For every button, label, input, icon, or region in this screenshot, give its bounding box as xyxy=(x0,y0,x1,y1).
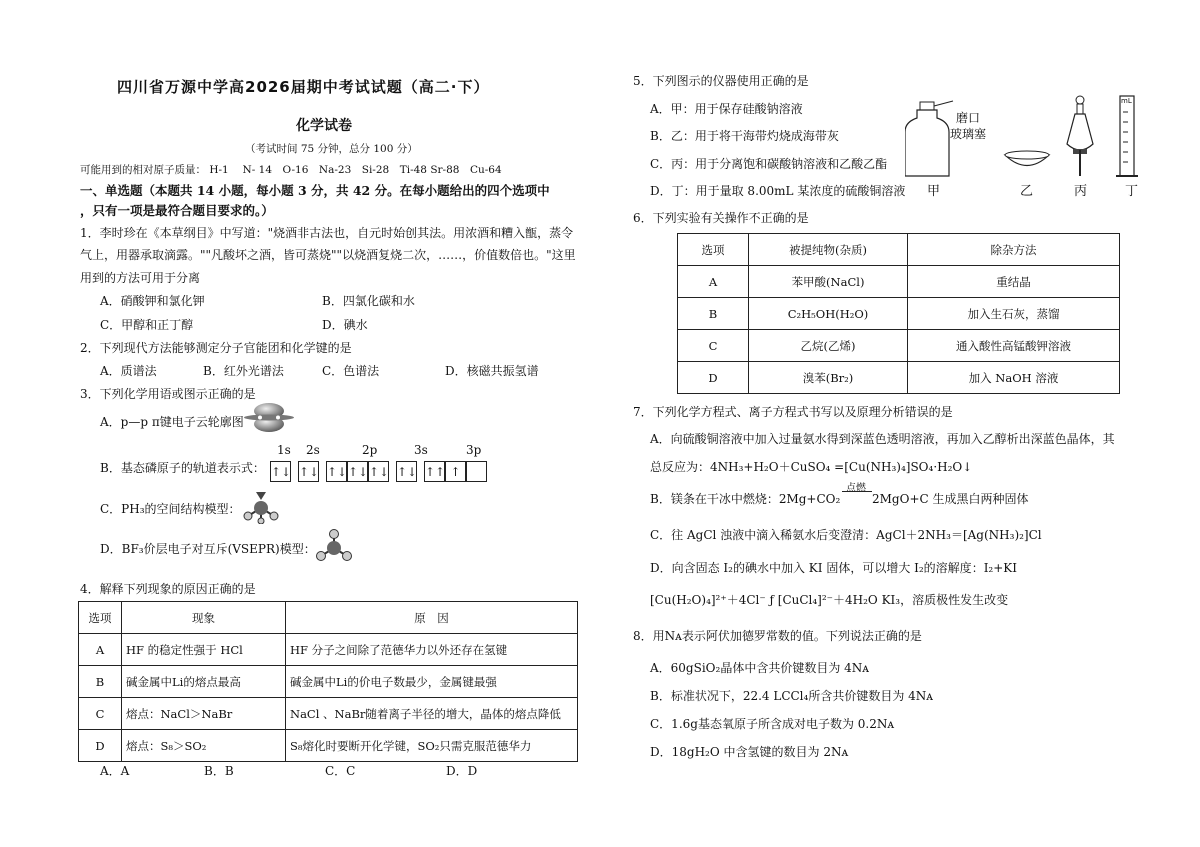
table-cell: 碱金属中Li的价电子数最少，金属键最强 xyxy=(286,666,578,698)
orbital-diagram xyxy=(270,461,487,482)
reaction-condition: 点燃 xyxy=(846,483,866,494)
table-cell: C xyxy=(678,330,749,362)
section-heading-line1: 一、单选题（本题共 14 小题，每小题 3 分，共 42 分。在每小题给出的四个选项中 xyxy=(80,183,550,198)
q7-stem: 7．下列化学方程式、离子方程式书写以及原理分析错误的是 xyxy=(633,405,953,419)
table-row xyxy=(79,698,578,730)
orbital-box xyxy=(466,461,487,482)
table-cell: A xyxy=(79,634,122,666)
q2-stem: 2．下列现代方法能够测定分子官能团和化学键的是 xyxy=(80,341,352,355)
q7-option-b-prefix[interactable]: B．镁条在干冰中燃烧：2Mg+CO₂ xyxy=(650,492,841,506)
q3-option-c[interactable]: C．PH₃的空间结构模型： xyxy=(100,502,241,516)
orbital-label-3s: 3s xyxy=(414,443,428,457)
q4-header-phenomenon: 现象 xyxy=(122,602,286,634)
q7-option-c[interactable]: C．往 AgCl 浊液中滴入稀氨水后变澄清：AgCl＋2NH₃＝[Ag(NH₃)₂]Cl xyxy=(650,528,1042,542)
table-cell: 熔点：S₈＞SO₂ xyxy=(122,730,286,762)
table-row xyxy=(678,266,1120,298)
q2-option-c[interactable]: C．色谱法 xyxy=(322,364,380,378)
table-cell: 加入生石灰，蒸馏 xyxy=(908,298,1120,330)
bf3-vsepr-model-icon xyxy=(313,528,355,564)
graduated-cylinder-icon xyxy=(1116,96,1138,176)
table-row xyxy=(678,298,1120,330)
section-heading-line2: ，只有一项是最符合题目要求的。） xyxy=(80,203,274,218)
apparatus-label-ding: 丁 xyxy=(1125,184,1139,199)
q1-option-b[interactable]: B．四氯化碳和水 xyxy=(322,294,415,308)
q4-header-reason: 原 因 xyxy=(286,602,578,634)
pi-bond-orbital-icon xyxy=(243,402,295,432)
separatory-funnel-icon xyxy=(1067,96,1093,176)
q3-option-b[interactable]: B．基态磷原子的轨道表示式： xyxy=(100,461,265,475)
table-cell: 苯甲酸(NaCl) xyxy=(749,266,908,298)
table-cell: 溴苯(Br₂) xyxy=(749,362,908,394)
q6-table xyxy=(677,233,1120,394)
q3-stem: 3．下列化学用语或图示正确的是 xyxy=(80,387,256,401)
table-cell: 碱金属中Li的熔点最高 xyxy=(122,666,286,698)
q1-stem-line1: 1．李时珍在《本草纲目》中写道："烧酒非古法也，自元时始创其法。用浓酒和糟入甑，蒸令 xyxy=(80,226,574,240)
subject-title: 化学试卷 xyxy=(296,118,352,134)
q2-option-b[interactable]: B．红外光谱法 xyxy=(203,364,284,378)
table-cell: B xyxy=(678,298,749,330)
q3-option-d[interactable]: D．BF₃价层电子对互斥(VSEPR)模型： xyxy=(100,542,316,556)
table-cell: HF 分子之间除了范德华力以外还存在氢键 xyxy=(286,634,578,666)
cylinder-unit-mark: mL xyxy=(1121,97,1132,105)
table-cell: NaCl 、NaBr随着离子半径的增大，晶体的熔点降低 xyxy=(286,698,578,730)
q7-option-d-line2: [Cu(H₂O)₄]²⁺＋4Cl⁻ ƒ [CuCl₄]²⁻＋4H₂O KI₃，溶质极性发生改变 xyxy=(650,593,1009,607)
table-row xyxy=(678,362,1120,394)
q3-option-a[interactable]: A．p—p π键电子云轮廓图 xyxy=(100,415,244,429)
q4-option-b[interactable]: B．B xyxy=(204,764,234,778)
table-cell: C xyxy=(79,698,122,730)
q7-option-a-line2: 总反应为：4NH₃+H₂O＋CuSO₄ =[Cu(NH₃)₄]SO₄·H₂O↓ xyxy=(650,460,973,474)
table-row xyxy=(79,634,578,666)
orbital-label-2s: 2s xyxy=(306,443,320,457)
table-cell: 重结晶 xyxy=(908,266,1120,298)
table-row xyxy=(79,730,578,762)
q6-header-substance: 被提纯物(杂质) xyxy=(749,234,908,266)
apparatus-label-jia: 甲 xyxy=(927,184,941,199)
orbital-label-3p: 3p xyxy=(466,443,482,457)
orbital-box: ↑↑ xyxy=(424,461,445,482)
table-cell: 熔点：NaCl＞NaBr xyxy=(122,698,286,730)
q8-option-a[interactable]: A．60gSiO₂晶体中含共价键数目为 4Nᴀ xyxy=(650,661,870,675)
orbital-box: ↑↓ xyxy=(298,461,319,482)
table-cell: 通入酸性高锰酸钾溶液 xyxy=(908,330,1120,362)
orbital-box: ↑↓ xyxy=(270,461,291,482)
q1-stem-line2: 气上，用器承取滴露。""凡酸坏之酒，皆可蒸烧""以烧酒复烧二次，……，价值数倍也。"这里 xyxy=(80,248,576,262)
apparatus-label-bing: 丙 xyxy=(1074,184,1088,199)
q6-header-method: 除杂方法 xyxy=(908,234,1120,266)
atomic-masses: 可能用到的相对原子质量： H-1 N- 14 O-16 Na-23 Si-28 Ti-48 Sr-88 Cu-64 xyxy=(80,164,502,176)
q4-option-a[interactable]: A．A xyxy=(100,764,130,778)
q8-option-c[interactable]: C．1.6g基态氧原子所含成对电子数为 0.2Nᴀ xyxy=(650,717,895,731)
q5-option-a[interactable]: A．甲：用于保存硅酸钠溶液 xyxy=(650,102,803,116)
table-cell: D xyxy=(678,362,749,394)
q5-stem: 5．下列图示的仪器使用正确的是 xyxy=(633,74,809,88)
table-cell: HF 的稳定性强于 HCl xyxy=(122,634,286,666)
orbital-box: ↑↓ xyxy=(347,461,368,482)
table-cell: 加入 NaOH 溶液 xyxy=(908,362,1120,394)
stopper-label-line1: 磨口 xyxy=(956,111,981,125)
q6-stem: 6．下列实验有关操作不正确的是 xyxy=(633,211,809,225)
q1-option-d[interactable]: D．碘水 xyxy=(322,318,368,332)
table-cell: A xyxy=(678,266,749,298)
q2-option-a[interactable]: A．质谱法 xyxy=(100,364,157,378)
q2-option-d[interactable]: D．核磁共振氢谱 xyxy=(445,364,539,378)
orbital-box: ↑↓ xyxy=(396,461,417,482)
q4-table xyxy=(78,601,578,762)
table-cell: S₈熔化时要断开化学键，SO₂只需克服范德华力 xyxy=(286,730,578,762)
q8-option-b[interactable]: B．标准状况下，22.4 LCCl₄所含共价键数目为 4Nᴀ xyxy=(650,689,934,703)
q8-option-d[interactable]: D．18gH₂O 中含氢键的数目为 2Nᴀ xyxy=(650,745,849,759)
q1-stem-line3: 用到的方法可用于分离 xyxy=(80,271,201,285)
q1-option-a[interactable]: A．硝酸钾和氯化钾 xyxy=(100,294,205,308)
reaction-arrow-line xyxy=(842,491,872,492)
table-cell: B xyxy=(79,666,122,698)
q8-stem: 8．用Nᴀ表示阿伏加德罗常数的值。下列说法正确的是 xyxy=(633,629,922,643)
apparatus-figure xyxy=(905,92,1145,184)
table-cell: C₂H₅OH(H₂O) xyxy=(749,298,908,330)
q4-option-d[interactable]: D．D xyxy=(446,764,478,778)
table-row xyxy=(678,330,1120,362)
reagent-bottle-icon xyxy=(905,101,953,176)
q1-option-c[interactable]: C．甲醇和正丁醇 xyxy=(100,318,194,332)
q7-option-b-suffix: 2MgO+C 生成黑白两种固体 xyxy=(872,492,1029,506)
exam-title: 四川省万源中学高2026届期中考试试题（高二·下） xyxy=(117,78,490,96)
q7-option-a-line1[interactable]: A．向硫酸铜溶液中加入过量氨水得到深蓝色透明溶液，再加入乙醇析出深蓝色晶体，其 xyxy=(650,432,1115,446)
exam-info: （考试时间 75 分钟，总分 100 分） xyxy=(245,143,418,155)
orbital-box: ↑↓ xyxy=(326,461,347,482)
q4-option-c[interactable]: C．C xyxy=(325,764,356,778)
q5-option-d[interactable]: D．丁：用于量取 8.00mL 某浓度的硫酸铜溶液 xyxy=(650,184,906,198)
ph3-model-icon xyxy=(240,488,282,524)
orbital-box: ↑ xyxy=(445,461,466,482)
table-row xyxy=(79,666,578,698)
table-cell: D xyxy=(79,730,122,762)
q4-header-option: 选项 xyxy=(79,602,122,634)
q7-option-d-line1[interactable]: D．向含固态 I₂的碘水中加入 KI 固体，可以增大 I₂的溶解度：I₂+KI xyxy=(650,561,1017,575)
orbital-box: ↑↓ xyxy=(368,461,389,482)
q5-option-c[interactable]: C．丙：用于分离饱和碳酸钠溶液和乙酸乙酯 xyxy=(650,157,888,171)
table-cell: 乙烷(乙烯) xyxy=(749,330,908,362)
q5-option-b[interactable]: B．乙：用于将干海带灼烧成海带灰 xyxy=(650,129,839,143)
stopper-label-line2: 玻璃塞 xyxy=(950,127,987,141)
apparatus-label-yi: 乙 xyxy=(1020,184,1034,199)
evaporating-dish-icon xyxy=(1005,151,1049,166)
q4-stem: 4．解释下列现象的原因正确的是 xyxy=(80,582,256,596)
orbital-label-2p: 2p xyxy=(362,443,378,457)
orbital-label-1s: 1s xyxy=(277,443,291,457)
q6-header-option: 选项 xyxy=(678,234,749,266)
